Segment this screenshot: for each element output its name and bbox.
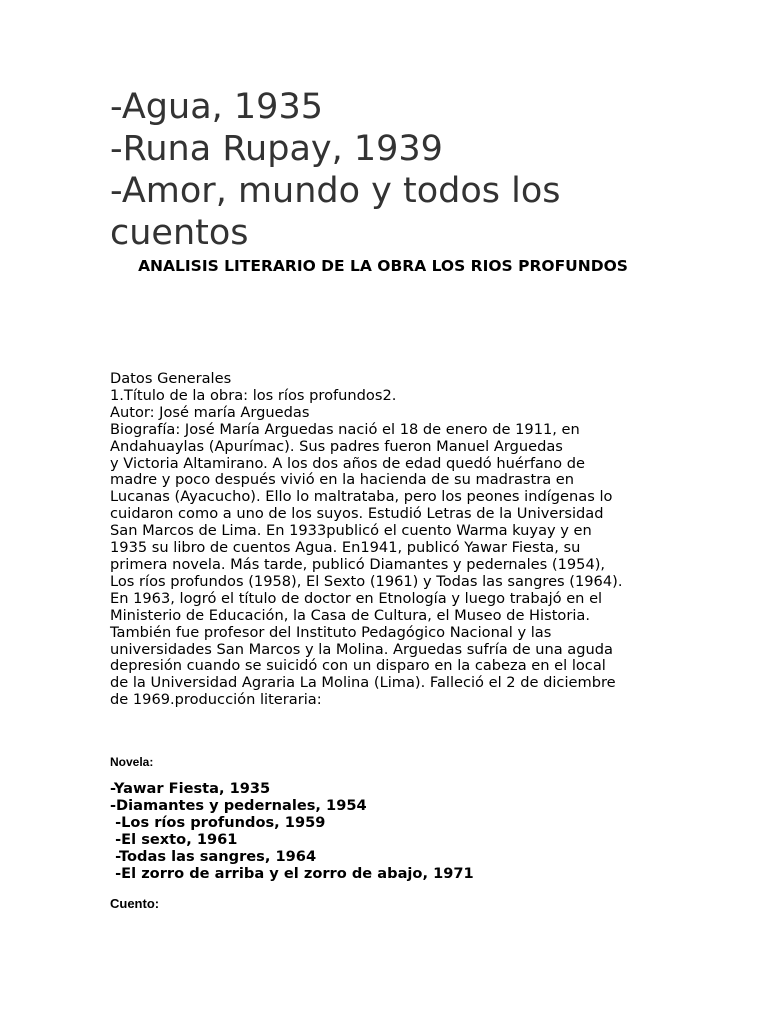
novela-work-item: -Los ríos profundos, 1959 <box>110 813 326 831</box>
body-line: madre y poco después vivió en la hacienda de su madrastra en <box>110 471 575 489</box>
body-line: Andahuaylas (Apurímac). Sus padres fueron Manuel Arguedas <box>110 437 563 455</box>
body-line: Los ríos profundos (1958), El Sexto (1961) y Todas las sangres (1964). <box>110 572 623 590</box>
body-line: En 1963, logró el título de doctor en Etnología y luego trabajó en el <box>110 589 603 607</box>
body-line: Autor: José maría Arguedas <box>110 403 310 421</box>
body-line: Ministerio de Educación, la Casa de Cultura, el Museo de Historia. <box>110 606 590 624</box>
works-list-large <box>110 86 710 254</box>
body-line: de la Universidad Agraria La Molina (Lima). Falleció el 2 de diciembre <box>110 674 616 692</box>
novela-work-item: -Todas las sangres, 1964 <box>110 847 317 865</box>
body-line: Lucanas (Ayacucho). Ello lo maltrataba, pero los peones indígenas lo <box>110 488 613 506</box>
body-line: de 1969.producción literaria: <box>110 691 322 709</box>
body-line: cuidaron como a uno de los suyos. Estudió Letras de la Universidad <box>110 505 604 523</box>
body-line: depresión cuando se suicidó con un disparo en la cabeza en el local <box>110 657 606 675</box>
body-line: San Marcos de Lima. En 1933publicó el cuento Warma kuyay y en <box>110 522 592 540</box>
body-line: También fue profesor del Instituto Pedagógico Nacional y las <box>110 623 552 641</box>
novela-label: Novela: <box>110 755 154 769</box>
cuento-label: Cuento: <box>110 896 160 911</box>
body-line: y Victoria Altamirano. A los dos años de edad quedó huérfano de <box>110 454 585 472</box>
body-line: universidades San Marcos y la Molina. Arguedas sufría de una aguda <box>110 640 613 658</box>
body-line: Datos Generales <box>110 370 232 387</box>
body-line: 1935 su libro de cuentos Agua. En1941, publicó Yawar Fiesta, su <box>110 539 581 557</box>
novela-work-item: -Diamantes y pedernales, 1954 <box>110 796 367 814</box>
novela-work-item: -El sexto, 1961 <box>110 830 238 848</box>
work-item: -Agua, 1935 <box>110 87 323 127</box>
work-item: -Amor, mundo y todos los cuentos <box>110 171 561 253</box>
body-line: Biografía: José María Arguedas nació el 18 de enero de 1911, en <box>110 420 580 438</box>
work-item: -Runa Rupay, 1939 <box>110 129 443 169</box>
novela-work-item: -El zorro de arriba y el zorro de abajo, 1971 <box>110 864 474 882</box>
document-heading: ANALISIS LITERARIO DE LA OBRA LOS RIOS PROFUNDOS <box>138 257 628 275</box>
novela-work-item: -Yawar Fiesta, 1935 <box>110 780 271 797</box>
general-data-section <box>110 371 670 709</box>
novela-works-list <box>110 781 670 882</box>
body-line: 1.Título de la obra: los ríos profundos2. <box>110 386 397 404</box>
body-line: primera novela. Más tarde, publicó Diamantes y pedernales (1954), <box>110 555 606 573</box>
